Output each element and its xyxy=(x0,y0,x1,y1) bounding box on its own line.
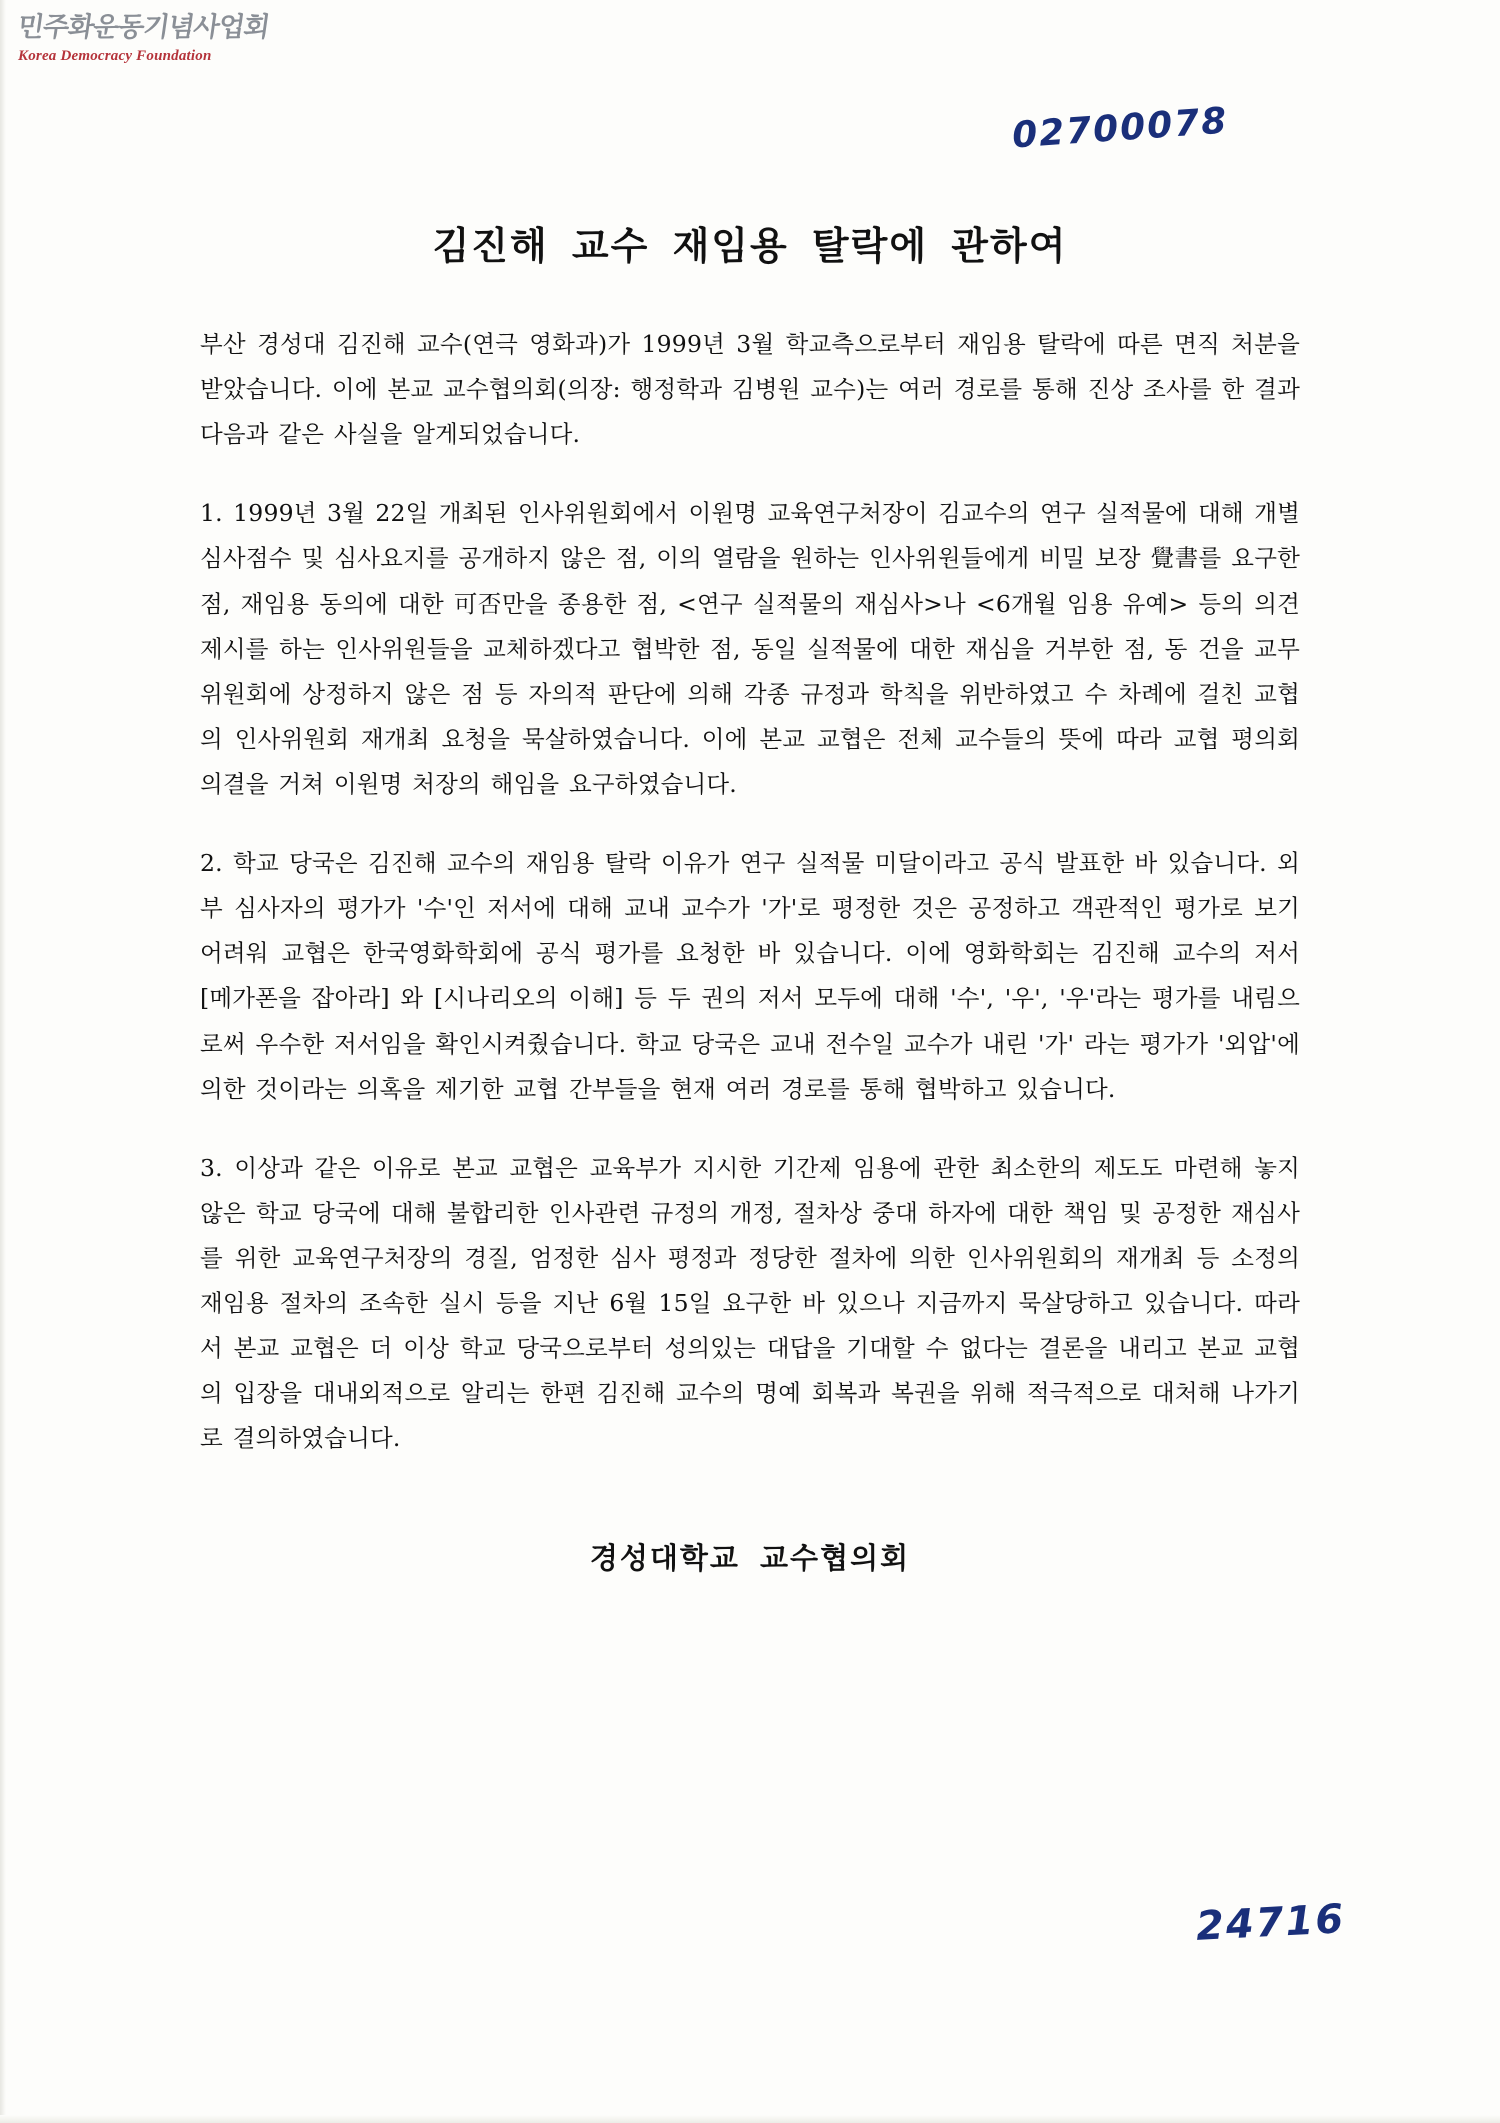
foundation-logo-english: Korea Democracy Foundation xyxy=(18,48,212,64)
paragraph-item-2: 2. 학교 당국은 김진해 교수의 재임용 탈락 이유가 연구 실적물 미달이라고 공식 발표한 바 있습니다. 외부 심사자의 평가가 '수'인 저서에 대해 교내 교수가 '가'로 평정한 것은 공정하고 객관적인 평가로 보기 어려워 교협은 한국영화학회에 공식 평가를 요청한 바 있습니다. 이에 영화학회는 김진해 교수의 저서 [메가폰을 잡아라] 와 [시나리오의 이해] 등 두 권의 저서 모두에 대해 '수', '우', '우'라는 평가를 내림으로써 우수한 저서임을 확인시켜줬습니다. 학교 당국은 교내 전수일 교수가 내린 '가' 라는 평가가 '외압'에 의한 것이라는 의혹을 제기한 교협 간부들을 현재 여러 경로를 통해 협박하고 있습니다. xyxy=(200,849,1300,1103)
paragraph-item-1: 1. 1999년 3월 22일 개최된 인사위원회에서 이원명 교육연구처장이 김교수의 연구 실적물에 대해 개별 심사점수 및 심사요지를 공개하지 않은 점, 이의 열람을 원하는 인사위원들에게 비밀 보장 覺書를 요구한 점, 재임용 동의에 대한 可否만을 종용한 점, <연구 실적물의 재심사>나 <6개월 임용 유예> 등의 의견 제시를 하는 인사위원들을 교체하겠다고 협박한 점, 동일 실적물에 대한 재심을 거부한 점, 동 건을 교무위원회에 상정하지 않은 점 등 자의적 판단에 의해 각종 규정과 학칙을 위반하였고 수 차례에 걸친 교협의 인사위원회 재개최 요청을 묵살하였습니다. 이에 본교 교협은 전체 교수들의 뜻에 따라 교협 평의회 의결을 거쳐 이원명 처장의 해임을 요구하였습니다. xyxy=(200,499,1300,798)
foundation-logo xyxy=(15,12,318,65)
document-body xyxy=(200,215,1300,1577)
document-signature: 경성대학교 교수협의회 xyxy=(589,1540,911,1575)
handwritten-archive-number: 02700078 xyxy=(1010,100,1230,157)
handwritten-page-number: 24716 xyxy=(1194,1896,1347,1950)
paragraph-item-3: 3. 이상과 같은 이유로 본교 교협은 교육부가 지시한 기간제 임용에 관한 최소한의 제도도 마련해 놓지 않은 학교 당국에 대해 불합리한 인사관련 규정의 개정, 절차상 중대 하자에 대한 책임 및 공정한 재심사를 위한 교육연구처장의 경질, 엄정한 심사 평정과 정당한 절차에 의한 인사위원회의 재개최 등 소정의 재임용 절차의 조속한 실시 등을 지난 6월 15일 요구한 바 있으나 지금까지 묵살당하고 있습니다. 따라서 본교 교협은 더 이상 학교 당국으로부터 성의있는 대답을 기대할 수 없다는 결론을 내리고 본교 교협의 입장을 대내외적으로 알리는 한편 김진해 교수의 명예 회복과 복권을 위해 적극적으로 대처해 나가기로 결의하였습니다. xyxy=(200,1153,1300,1453)
page-edge-left xyxy=(0,0,6,2123)
paragraph-intro: 부산 경성대 김진해 교수(연극 영화과)가 1999년 3월 학교측으로부터 재임용 탈락에 따른 면직 처분을 받았습니다. 이에 본교 교수협의회(의장: 행정학과 김병원 교수)는 여러 경로를 통해 진상 조사를 한 결과 다음과 같은 사실을 알게되었습니다. xyxy=(200,330,1300,449)
page-title: 김진해 교수 재임용 탈락에 관하여 xyxy=(432,223,1068,268)
foundation-logo-hangul: 민주화운동기념사업회 xyxy=(15,12,272,43)
page-edge-bottom xyxy=(0,2115,1500,2123)
